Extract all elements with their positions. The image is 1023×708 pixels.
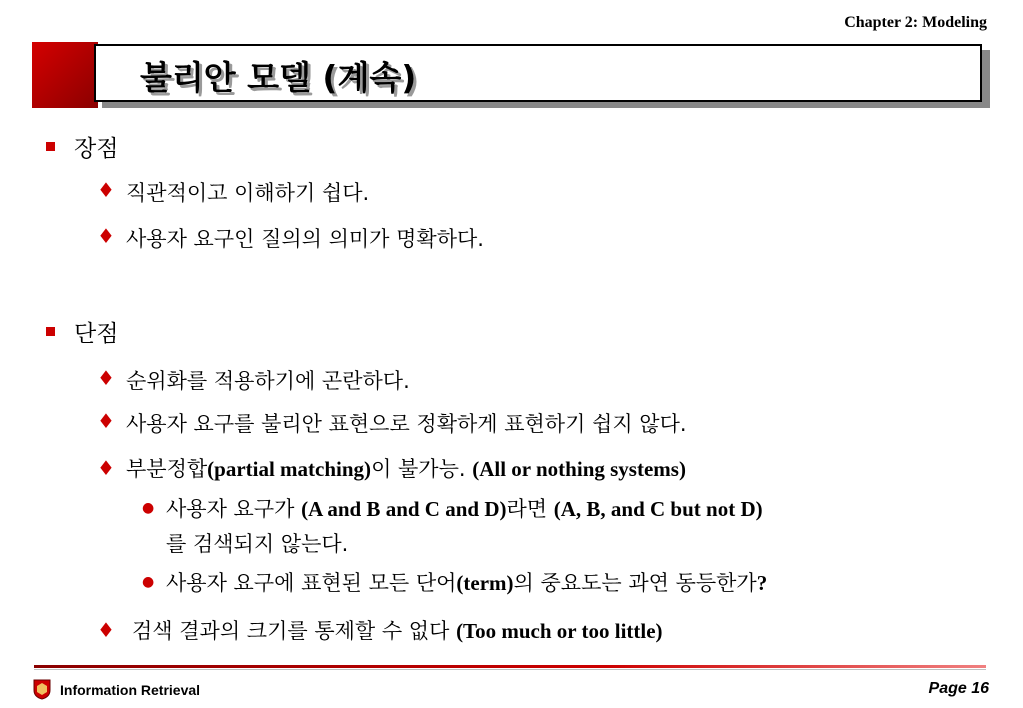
diamond-bullet-icon: ♦ (97, 366, 115, 390)
footer-divider (34, 665, 986, 668)
text-en: ? (756, 571, 768, 595)
list-item: 사용자 요구를 불리안 표현으로 정확하게 표현하기 쉽지 않다. (126, 412, 687, 436)
section-heading-pros: 장점 (74, 136, 119, 162)
text-en: (A, B, and C but not D) (553, 497, 763, 521)
sub-item-continuation: 를 검색되지 않는다. (166, 532, 349, 556)
text-en: (Too much or too little) (456, 619, 663, 643)
text-ko: 의 중요도는 과연 동등한가 (513, 571, 757, 595)
text-ko: 이 불가능. (371, 457, 473, 481)
text-ko: 사용자 요구에 표현된 모든 단어 (166, 571, 457, 595)
diamond-bullet-icon: ♦ (97, 409, 115, 433)
dot-bullet-icon: ● (142, 500, 155, 516)
footer-divider-shadow (34, 669, 986, 670)
square-bullet-icon (46, 327, 55, 336)
text-en: (A and B and C and D) (301, 497, 507, 521)
sub-item (166, 493, 763, 523)
text-ko: 사용자 요구가 (166, 497, 302, 521)
list-item: 직관적이고 이해하기 쉽다. (126, 181, 370, 205)
shield-logo-icon (32, 678, 52, 700)
text-ko: 부분정합 (126, 457, 208, 481)
page-number: Page 16 (928, 680, 989, 697)
sub-item (166, 567, 767, 597)
list-item-partial-matching (126, 453, 686, 483)
list-item: 사용자 요구인 질의의 의미가 명확하다. (126, 227, 484, 251)
list-item-result-size (132, 615, 663, 645)
text-en: (term) (456, 571, 514, 595)
footer-course-name: Information Retrieval (60, 682, 201, 698)
section-heading-cons: 단점 (74, 321, 119, 347)
diamond-bullet-icon: ♦ (97, 178, 115, 202)
text-en: (All or nothing systems) (472, 457, 686, 481)
text-en: (partial matching) (207, 457, 372, 481)
diamond-bullet-icon: ♦ (97, 456, 115, 480)
text-ko: 라면 (506, 497, 554, 521)
list-item: 순위화를 적용하기에 곤란하다. (126, 369, 410, 393)
diamond-bullet-icon: ♦ (97, 224, 115, 248)
diamond-bullet-icon: ♦ (97, 618, 115, 642)
chapter-label: Chapter 2: Modeling (844, 14, 987, 31)
text-ko: 검색 결과의 크기를 통제할 수 없다 (132, 619, 457, 643)
square-bullet-icon (46, 142, 55, 151)
slide-title: 불리안 모델 (계속) (140, 58, 417, 97)
dot-bullet-icon: ● (142, 574, 155, 590)
